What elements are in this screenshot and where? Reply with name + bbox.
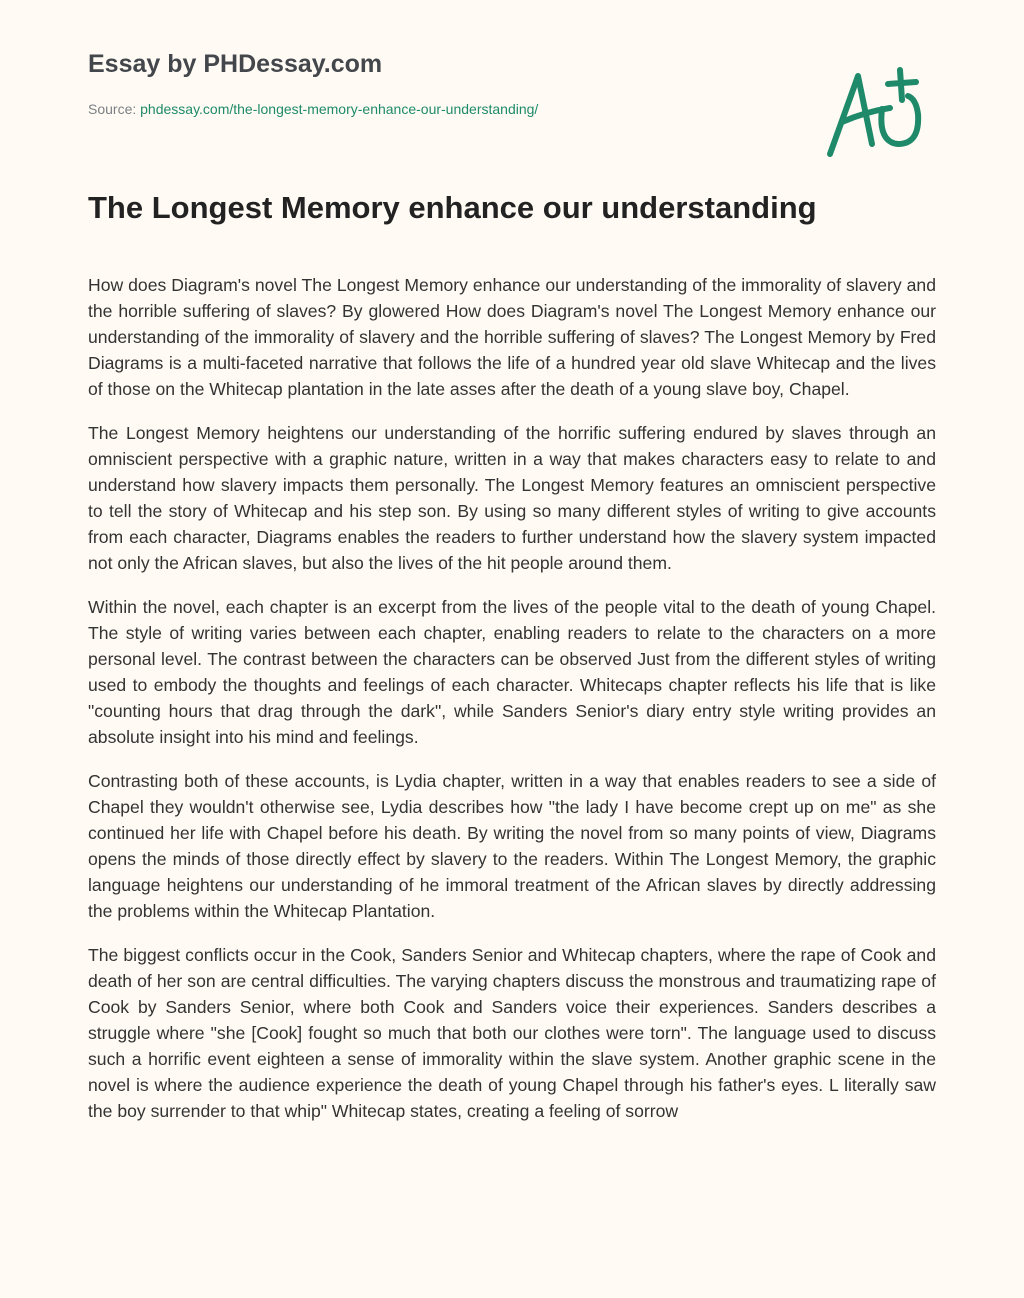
site-brand: Essay by PHDessay.com: [88, 50, 383, 78]
essay-body: [88, 272, 936, 1252]
paragraph: Contrasting both of these accounts, is Lydia chapter, written in a way that enables readers to see a side of Chapel they wouldn't otherwise see, Lydia describes how "the lady I have become crept up on me" as she continued her life with Chapel before his death. By writing the novel from so many points of view, Diagrams opens the minds of those directly effect by slavery to the readers. Within The Longest Memory, the graphic language heightens our understanding of he immoral treatment of the African slaves by directly addressing the problems within the Whitecap Plantation.: [88, 771, 936, 921]
page-title: The Longest Memory enhance our understanding: [88, 190, 817, 225]
source-label: Source:: [88, 101, 137, 117]
source-link[interactable]: phdessay.com/the-longest-memory-enhance-our-understanding/: [140, 101, 539, 117]
paragraph: The biggest conflicts occur in the Cook, Sanders Senior and Whitecap chapters, where the rape of Cook and death of her son are central difficulties. The varying chapters discuss the monstrous and traumatizing rape of Cook by Sanders Senior, where both Cook and Sanders voice their experiences. Sanders describes a struggle where "she [Cook] fought so much that both our clothes were torn". The language used to discuss such a horrific event eighteen a sense of immorality within the slave system. Another graphic scene in the novel is where the audience experience the death of young Chapel through his father's eyes. L literally saw the boy surrender to that whip" Whitecap states, creating a feeling of sorrow: [88, 945, 936, 1121]
source-line: [88, 101, 538, 117]
paragraph: Within the novel, each chapter is an excerpt from the lives of the people vital to the death of young Chapel. The style of writing varies between each chapter, enabling readers to relate to the characters on a more personal level. The contrast between the characters can be observed Just from the different styles of writing used to embody the thoughts and feelings of each character. Whitecaps chapter reflects his life that is like "counting hours that drag through the dark", while Sanders Senior's diary entry style writing provides an absolute insight into his mind and feelings.: [88, 597, 936, 747]
paragraph: The Longest Memory heightens our understanding of the horrific suffering endured by slaves through an omniscient perspective with a graphic nature, written in a way that makes characters easy to relate to and understand how slavery impacts them personally. The Longest Memory features an omniscient perspective to tell the story of Whitecap and his step son. By using so many different styles of writing to give accounts from each character, Diagrams enables the readers to further understand how the slavery system impacted not only the African slaves, but also the lives of the hit people around them.: [88, 423, 936, 573]
a-plus-logo-icon: [820, 64, 930, 164]
paragraph: How does Diagram's novel The Longest Memory enhance our understanding of the immorality of slavery and the horrible suffering of slaves? By glowered How does Diagram's novel The Longest Memory enhance our understanding of the immorality of slavery and the horrible suffering of slaves? The Longest Memory by Fred Diagrams is a multi-faceted narrative that follows the life of a hundred year old slave Whitecap and the lives of those on the Whitecap plantation in the late asses after the death of a young slave boy, Chapel.: [88, 275, 936, 399]
